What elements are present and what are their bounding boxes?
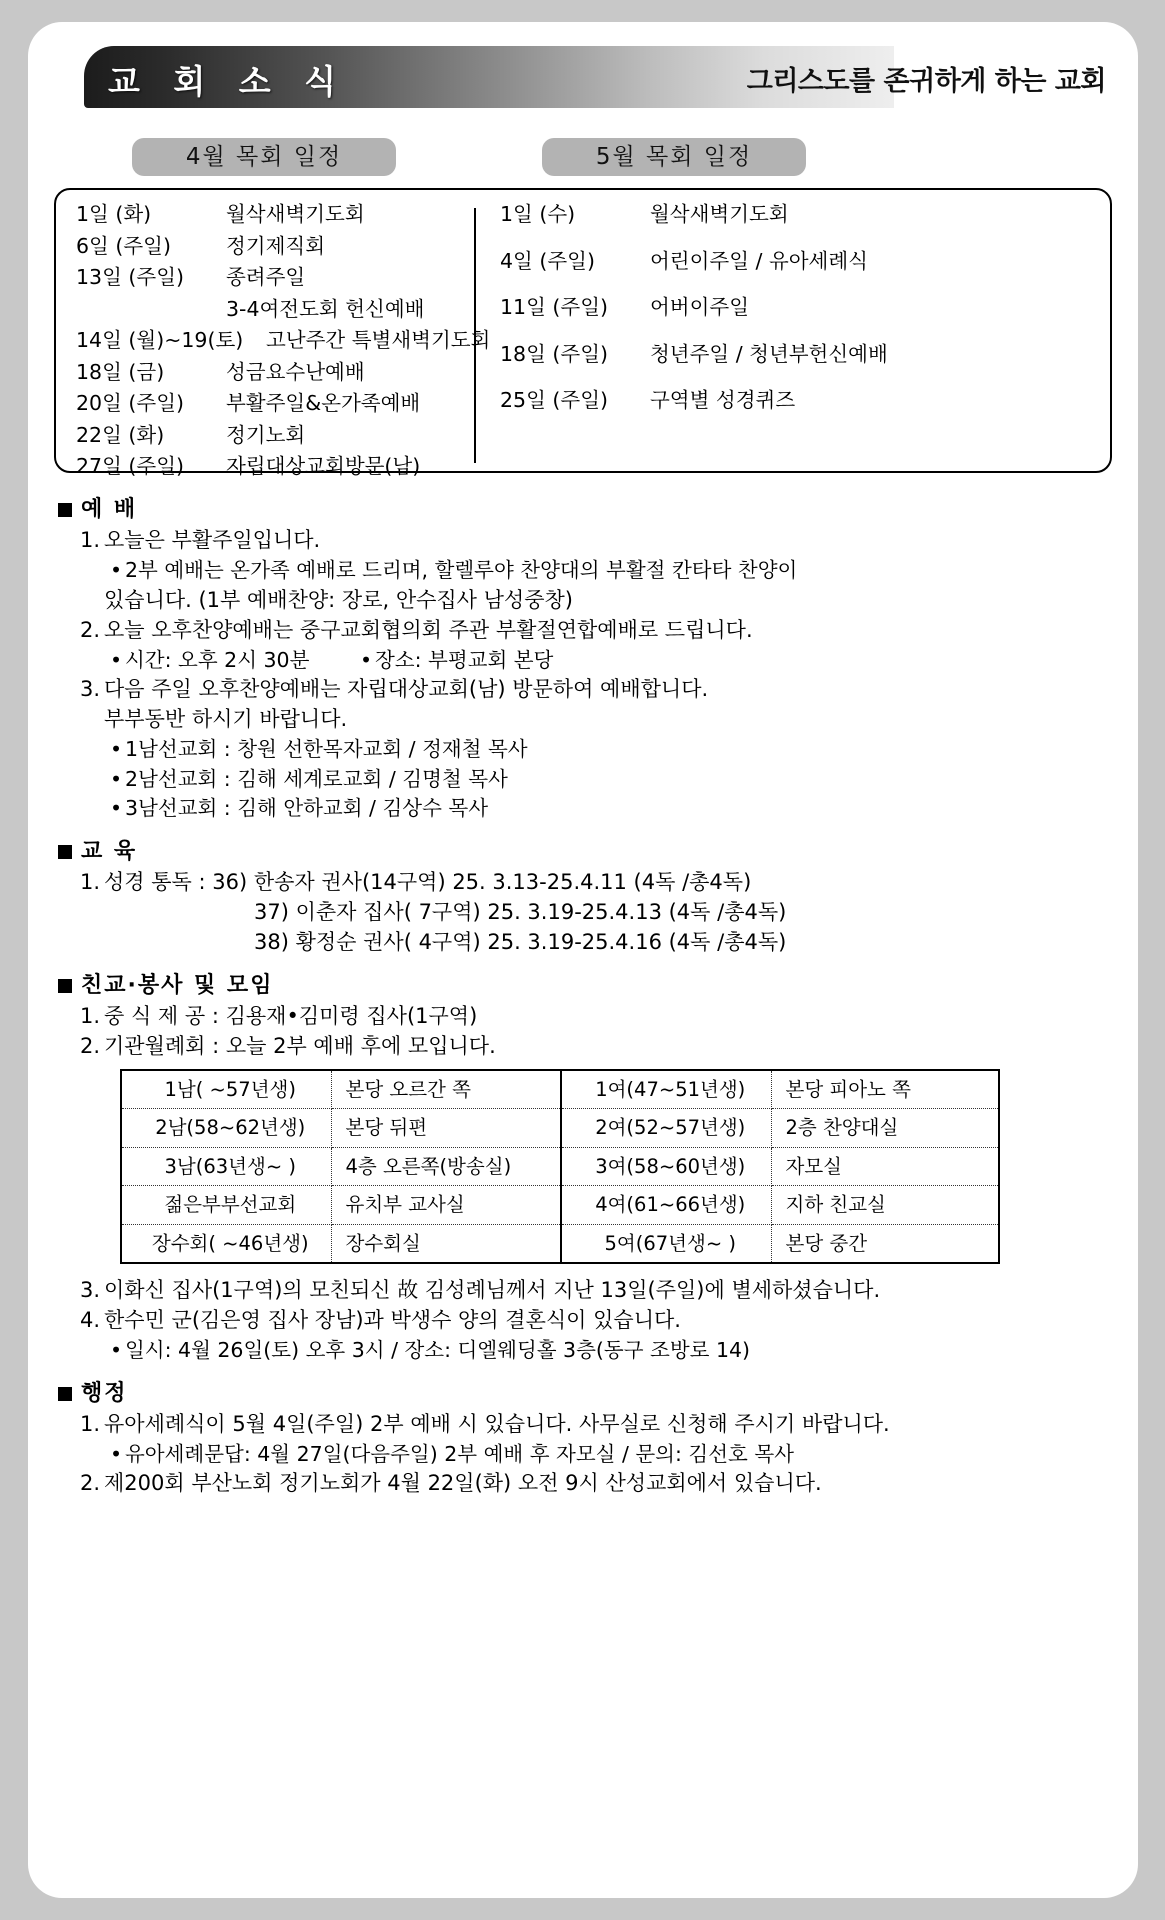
schedule-date: 22일 (화)	[76, 422, 165, 447]
schedule-box	[54, 188, 1112, 478]
list-item	[58, 679, 1108, 700]
group-location: 본당 뒤편	[331, 1109, 561, 1148]
list-item	[58, 869, 1108, 894]
section-bullet-icon	[58, 1387, 72, 1401]
bullet-icon: •	[110, 737, 123, 761]
schedule-event: 구역별 성경퀴즈	[650, 388, 796, 412]
schedule-event: 부활주일&온가족예배	[226, 391, 421, 415]
sub-item-continuation: 있습니다. (1부 예배찬양: 장로, 안수집사 남성중창)	[104, 587, 573, 612]
list-item	[58, 530, 1108, 551]
page-header	[46, 40, 1120, 122]
schedule-date	[76, 299, 226, 320]
schedule-event: 3-4여전도회 헌신예배	[226, 296, 425, 321]
group-location: 지하 친교실	[771, 1186, 999, 1225]
schedule-event: 고난주간 특별새벽기도회	[266, 328, 491, 352]
table-row	[121, 1224, 999, 1263]
bullet-icon: •	[110, 1338, 123, 1362]
schedule-date: 13일 (주일)	[76, 265, 185, 289]
group-location: 유치부 교사실	[331, 1186, 561, 1225]
sub-item-text: 2부 예배는 온가족 예배로 드리며, 할렐루야 찬양대의 부활절 칸타타 찬양이	[125, 558, 798, 582]
group-location: 2층 찬양대실	[771, 1109, 999, 1148]
reading-record: 36) 한송자 권사(14구역) 25. 3.13-25.4.11 (4독 /총4독)	[212, 869, 752, 894]
list-item	[58, 1033, 1108, 1058]
schedule-event: 정기제직회	[226, 233, 326, 258]
item-number: 1.	[80, 869, 101, 894]
section-heading-education	[58, 838, 1108, 864]
item-number: 2.	[80, 1471, 101, 1495]
page-title: 교 회 소 식	[108, 62, 347, 101]
item-number: 4.	[80, 1308, 101, 1332]
item-number: 1.	[80, 528, 101, 552]
table-row	[121, 1070, 999, 1109]
sub-item-text: 2남선교회 : 김해 세계로교회 / 김명철 목사	[125, 766, 508, 791]
schedule-date: 18일 (금)	[76, 359, 165, 384]
schedule-date: 25일 (주일)	[500, 388, 609, 412]
reading-record: 38) 황정순 권사( 4구역) 25. 3.19-25.4.16 (4독 /총4독)	[254, 929, 787, 954]
schedule-date: 1일 (수)	[500, 202, 576, 226]
group-name: 1남( ~57년생)	[121, 1070, 331, 1109]
may-schedule-label: 5월 목회 일정	[542, 138, 806, 176]
sub-item-text: 1남선교회 : 창원 선한목자교회 / 정재철 목사	[125, 737, 528, 761]
group-location: 장수회실	[331, 1224, 561, 1263]
item-text: 유아세례식이 5월 4일(주일) 2부 예배 시 있습니다. 사무실로 신청해 주시기 바랍니다.	[104, 1411, 890, 1436]
section-heading-worship	[58, 499, 1108, 521]
sub-item	[58, 766, 1108, 791]
section-title: 친교·봉사 및 모임	[81, 972, 274, 998]
schedule-event: 정기노회	[226, 422, 306, 447]
group-location: 본당 중간	[785, 1231, 868, 1255]
schedule-date: 20일 (주일)	[76, 391, 185, 415]
section-heading-administration	[58, 1380, 1108, 1406]
list-item	[58, 1411, 1108, 1436]
item-text: 한수민 군(김은영 집사 장남)과 박생수 양의 결혼식이 있습니다.	[104, 1308, 681, 1332]
group-name: 5여(67년생~ )	[561, 1224, 771, 1263]
section-title: 행정	[81, 1380, 128, 1406]
bulletin-content	[58, 499, 1108, 1494]
item-number: 2.	[80, 1033, 101, 1058]
section-title: 교 육	[81, 838, 138, 864]
april-schedule-label: 4월 목회 일정	[132, 138, 396, 176]
group-name: 젊은부부선교회	[121, 1186, 331, 1225]
group-name: 3남(63년생~ )	[121, 1147, 331, 1186]
bullet-icon: •	[360, 647, 373, 672]
group-location: 4층 오른쪽(방송실)	[331, 1147, 561, 1186]
sub-item	[58, 1340, 1108, 1361]
sub-item-text: 3남선교회 : 김해 안하교회 / 김상수 목사	[125, 796, 488, 820]
bullet-icon: •	[110, 766, 123, 791]
item-text: 다음 주일 오후찬양예배는 자립대상교회(남) 방문하여 예배합니다.	[104, 677, 709, 701]
item-text: 중 식 제 공 : 김용재•김미령 집사(1구역)	[104, 1003, 478, 1028]
schedule-date: 11일 (주일)	[500, 295, 609, 319]
church-slogan: 그리스도를 존귀하게 하는 교회	[746, 66, 1106, 97]
group-name: 2여(52~57년생)	[561, 1109, 771, 1148]
section-bullet-icon	[58, 979, 72, 993]
section-heading-fellowship	[58, 972, 1108, 998]
list-item	[58, 1280, 1108, 1301]
item-number: 3.	[80, 1278, 101, 1302]
schedule-date: 27일 (주일)	[76, 454, 185, 478]
table-row	[121, 1147, 999, 1186]
schedule-event: 종려주일	[226, 265, 306, 289]
bulletin-page	[28, 22, 1138, 1898]
sub-item	[58, 560, 1108, 581]
item-text: 오늘은 부활주일입니다.	[104, 528, 321, 552]
item-text: 제200회 부산노회 정기노회가 4월 22일(화) 오전 9시 산성교회에서 있습니다.	[104, 1471, 822, 1495]
table-row	[121, 1186, 999, 1225]
sub-item-text: 장소: 부평교회 본당	[375, 647, 554, 672]
group-location: 본당 오르간 쪽	[331, 1070, 561, 1109]
list-item	[58, 1003, 1108, 1028]
list-item	[58, 617, 1108, 642]
section-bullet-icon	[58, 845, 72, 859]
schedule-event: 월삭새벽기도회	[226, 202, 365, 226]
item-number: 1.	[80, 1411, 101, 1436]
bullet-icon: •	[110, 558, 123, 582]
group-location: 자모실	[771, 1147, 999, 1186]
group-name: 2남(58~62년생)	[121, 1109, 331, 1148]
item-text: 오늘 오후찬양예배는 중구교회협의회 주관 부활절연합예배로 드립니다.	[104, 617, 753, 642]
sub-item	[58, 798, 1108, 819]
sub-item-text: 유아세례문답: 4월 27일(다음주일) 2부 예배 후 자모실 / 문의: 김선호 목사	[125, 1441, 794, 1466]
schedule-event: 어버이주일	[650, 295, 750, 319]
schedule-date: 1일 (화)	[76, 202, 152, 226]
group-name: 3여(58~60년생)	[561, 1147, 771, 1186]
schedule-date: 14일 (월)~19(토)	[76, 328, 244, 352]
item-label: 성경 통독 :	[104, 869, 206, 894]
schedule-event: 어린이주일 / 유아세례식	[650, 248, 868, 273]
month-pill-row	[28, 138, 1138, 178]
list-item	[58, 1310, 1108, 1331]
may-schedule-column	[476, 204, 1110, 471]
item-text	[104, 869, 1108, 894]
list-item	[58, 1473, 1108, 1494]
sub-item	[58, 1441, 1108, 1466]
schedule-date: 6일 (주일)	[76, 233, 171, 258]
reading-record: 37) 이춘자 집사( 7구역) 25. 3.19-25.4.13 (4독 /총4독)	[254, 899, 787, 924]
item-text: 이화신 집사(1구역)의 모친되신 故 김성례님께서 지난 13일(주일)에 별세하셨습니다.	[104, 1278, 881, 1302]
schedule-event: 월삭새벽기도회	[650, 202, 789, 226]
schedule-event: 성금요수난예배	[226, 359, 365, 384]
sub-item-pair	[58, 647, 1108, 672]
sub-item-text: 시간: 오후 2시 30분	[125, 647, 310, 672]
schedule-event: 청년주일 / 청년부헌신예배	[650, 341, 888, 366]
april-schedule-column	[56, 202, 491, 478]
item-number: 1.	[80, 1003, 101, 1028]
group-name: 1여(47~51년생)	[561, 1070, 771, 1109]
group-name: 4여(61~66년생)	[561, 1186, 771, 1225]
item-number: 3.	[80, 677, 101, 701]
group-location: 본당 피아노 쪽	[771, 1070, 999, 1109]
group-name: 장수회( ~46년생)	[121, 1224, 331, 1263]
sub-item-text: 일시: 4월 26일(토) 오후 3시 / 장소: 디엘웨딩홀 3층(동구 조방로 14)	[125, 1338, 751, 1362]
table-row	[121, 1109, 999, 1148]
section-title: 예 배	[81, 497, 138, 522]
schedule-event: 자립대상교회방문(남)	[226, 454, 421, 478]
item-number: 2.	[80, 617, 101, 642]
meeting-location-table	[120, 1069, 1000, 1265]
bullet-icon: •	[110, 1441, 123, 1466]
schedule-date: 18일 (주일)	[500, 341, 609, 366]
item-text: 기관월례회 : 오늘 2부 예배 후에 모입니다.	[104, 1033, 496, 1058]
sub-item	[58, 739, 1108, 760]
section-bullet-icon	[58, 503, 72, 517]
item-continuation: 부부동반 하시기 바랍니다.	[104, 707, 348, 731]
bullet-icon: •	[110, 647, 123, 672]
bullet-icon: •	[110, 796, 123, 820]
schedule-date: 4일 (주일)	[500, 248, 595, 273]
